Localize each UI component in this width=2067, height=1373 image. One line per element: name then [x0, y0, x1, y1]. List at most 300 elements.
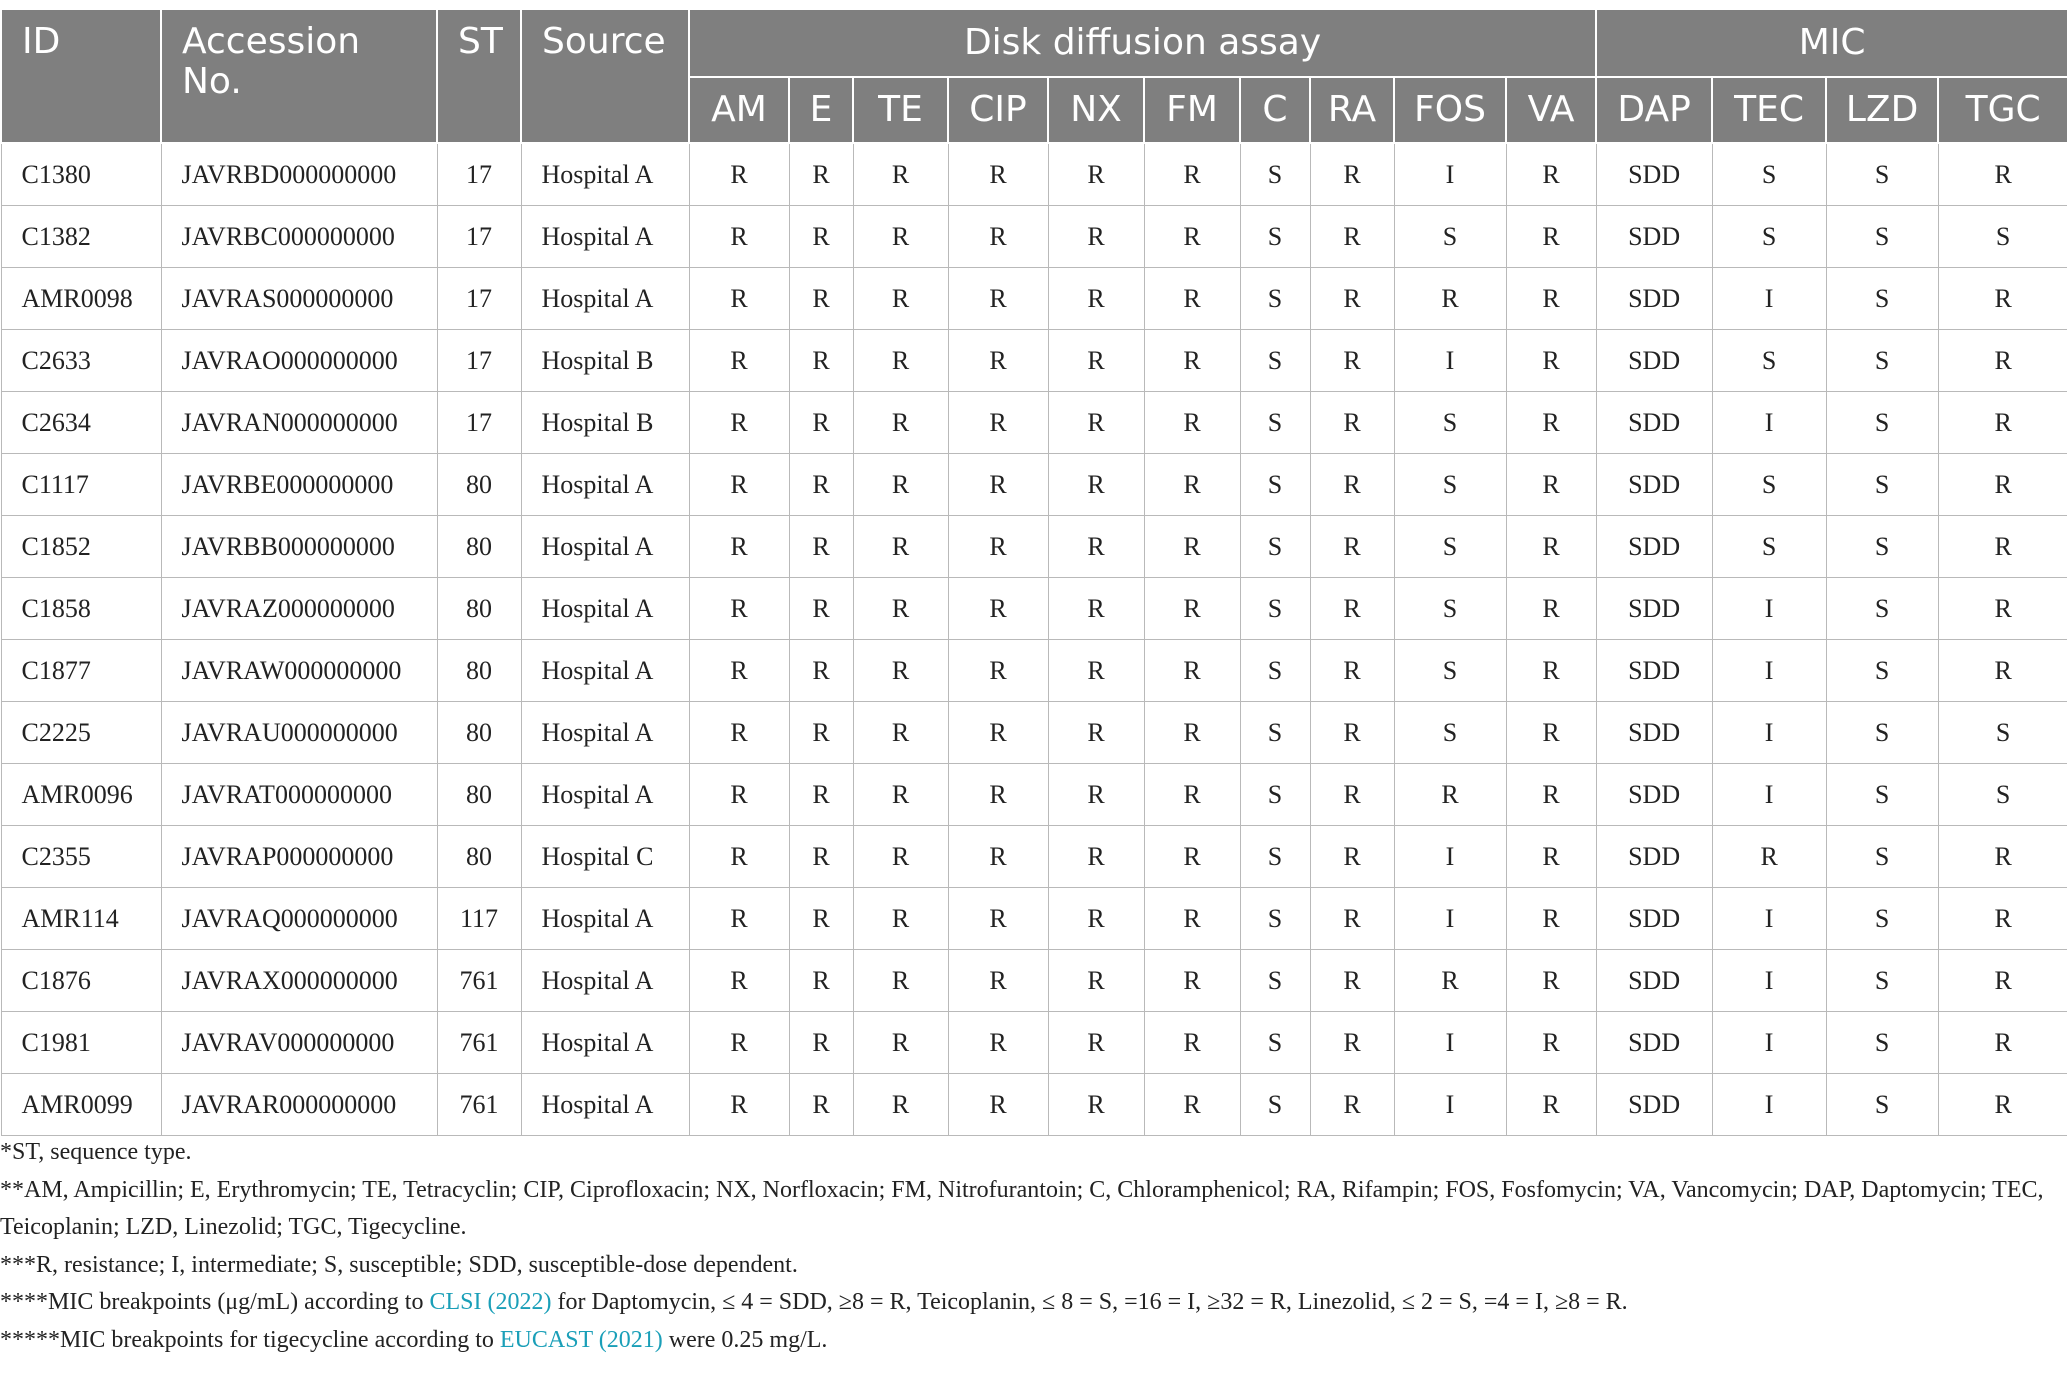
table-cell: R [1144, 702, 1240, 764]
table-row [1, 888, 2067, 950]
clsi-2022-link[interactable]: CLSI (2022) [429, 1289, 552, 1315]
table-cell: S [1826, 392, 1938, 454]
table-cell: R [1506, 640, 1596, 702]
table-cell: S [1712, 143, 1826, 206]
table-cell: S [1826, 330, 1938, 392]
table-cell: R [1310, 1012, 1394, 1074]
header-disk-col: C [1240, 77, 1310, 143]
table-cell: R [1144, 578, 1240, 640]
table-cell: S [1712, 206, 1826, 268]
table-cell: R [1048, 516, 1144, 578]
table-cell: S [1826, 950, 1938, 1012]
table-cell: R [1394, 764, 1506, 826]
table-cell: SDD [1596, 392, 1712, 454]
table-cell: R [948, 143, 1048, 206]
table-cell: Hospital A [521, 268, 689, 330]
table-row [1, 826, 2067, 888]
table-cell: R [1048, 640, 1144, 702]
table-cell: R [689, 516, 789, 578]
table-cell: I [1394, 143, 1506, 206]
table-cell: R [1048, 888, 1144, 950]
table-cell: R [948, 516, 1048, 578]
header-mic: MIC [1596, 9, 2067, 77]
table-cell: R [789, 454, 853, 516]
table-cell: R [1310, 268, 1394, 330]
table-body [1, 143, 2067, 1136]
table-cell: R [948, 1012, 1048, 1074]
table-cell: R [1938, 578, 2067, 640]
table-cell: SDD [1596, 330, 1712, 392]
table-cell: C1877 [1, 640, 161, 702]
table-cell: I [1394, 888, 1506, 950]
table-cell: R [1144, 206, 1240, 268]
table-cell: I [1712, 392, 1826, 454]
table-cell: R [853, 330, 948, 392]
table-cell: Hospital A [521, 888, 689, 950]
footnote-eucast-text-end: were 0.25 mg/L. [662, 1326, 828, 1353]
table-cell: R [1144, 268, 1240, 330]
table-row [1, 764, 2067, 826]
table-cell: R [853, 516, 948, 578]
header-st: ST [437, 9, 521, 143]
table-cell: S [1240, 330, 1310, 392]
table-cell: R [1144, 516, 1240, 578]
table-cell: R [689, 454, 789, 516]
table-cell: R [1144, 392, 1240, 454]
table-cell: R [1048, 764, 1144, 826]
table-cell: R [853, 1074, 948, 1136]
table-cell: AMR0096 [1, 764, 161, 826]
table-cell: I [1394, 330, 1506, 392]
footnote-clsi-text: ****MIC breakpoints (μg/mL) according to [0, 1289, 430, 1315]
table-cell: JAVRAS000000000 [161, 268, 437, 330]
table-cell: R [689, 1074, 789, 1136]
table-cell: S [1712, 330, 1826, 392]
table-cell: S [1826, 640, 1938, 702]
footnotes [0, 1134, 2060, 1359]
table-cell: S [1826, 1012, 1938, 1074]
table-cell: R [1310, 640, 1394, 702]
table-cell: S [1240, 392, 1310, 454]
footnote-eucast [0, 1322, 2060, 1360]
table-cell: Hospital A [521, 640, 689, 702]
table-row [1, 143, 2067, 206]
table-cell: R [1506, 1012, 1596, 1074]
table-cell: Hospital A [521, 702, 689, 764]
table-cell: Hospital A [521, 454, 689, 516]
table-cell: R [1310, 702, 1394, 764]
table-cell: R [853, 143, 948, 206]
table-cell: R [1310, 888, 1394, 950]
table-cell: 17 [437, 143, 521, 206]
table-cell: JAVRAN000000000 [161, 392, 437, 454]
table-cell: S [1394, 640, 1506, 702]
table-cell: R [1394, 950, 1506, 1012]
table-cell: R [853, 826, 948, 888]
table-cell: R [789, 826, 853, 888]
table-cell: R [1144, 640, 1240, 702]
table-cell: R [1310, 330, 1394, 392]
table-cell: R [853, 640, 948, 702]
table-cell: 80 [437, 702, 521, 764]
table-cell: S [1826, 826, 1938, 888]
table-cell: S [1826, 888, 1938, 950]
table-cell: R [948, 206, 1048, 268]
table-cell: R [1506, 1074, 1596, 1136]
table-cell: S [1240, 950, 1310, 1012]
table-cell: SDD [1596, 826, 1712, 888]
table-cell: R [1938, 826, 2067, 888]
table-cell: S [1712, 454, 1826, 516]
table-cell: Hospital A [521, 206, 689, 268]
table-cell: SDD [1596, 764, 1712, 826]
table-cell: R [1506, 392, 1596, 454]
table-cell: AMR0098 [1, 268, 161, 330]
table-cell: S [1240, 764, 1310, 826]
table-cell: Hospital A [521, 764, 689, 826]
table-cell: I [1712, 888, 1826, 950]
table-cell: R [1144, 1012, 1240, 1074]
table-cell: R [1506, 454, 1596, 516]
table-cell: R [789, 764, 853, 826]
table-cell: S [1826, 143, 1938, 206]
table-cell: S [1394, 392, 1506, 454]
table-cell: I [1712, 268, 1826, 330]
header-disk-diffusion: Disk diffusion assay [689, 9, 1596, 77]
table-cell: C2634 [1, 392, 161, 454]
table-cell: 17 [437, 206, 521, 268]
table-cell: SDD [1596, 702, 1712, 764]
table-cell: R [853, 578, 948, 640]
table-cell: S [1826, 268, 1938, 330]
table-cell: S [1240, 888, 1310, 950]
table-cell: R [1938, 950, 2067, 1012]
table-cell: R [1048, 392, 1144, 454]
table-row [1, 206, 2067, 268]
header-disk-col: VA [1506, 77, 1596, 143]
table-row [1, 392, 2067, 454]
table-cell: 80 [437, 640, 521, 702]
table-cell: R [853, 702, 948, 764]
table-cell: S [1240, 826, 1310, 888]
table-cell: S [1938, 702, 2067, 764]
table-cell: SDD [1596, 206, 1712, 268]
table-cell: 761 [437, 1074, 521, 1136]
table-cell: R [789, 516, 853, 578]
table-cell: JAVRAX000000000 [161, 950, 437, 1012]
table-cell: C1852 [1, 516, 161, 578]
table-cell: C1981 [1, 1012, 161, 1074]
table-cell: R [1394, 268, 1506, 330]
table-cell: Hospital A [521, 1012, 689, 1074]
table-cell: R [689, 702, 789, 764]
table-cell: R [948, 578, 1048, 640]
table-cell: R [853, 888, 948, 950]
table-cell: R [1938, 516, 2067, 578]
table-cell: R [1048, 578, 1144, 640]
table-cell: R [1938, 888, 2067, 950]
table-cell: 80 [437, 578, 521, 640]
table-cell: R [689, 392, 789, 454]
table-cell: 17 [437, 330, 521, 392]
table-cell: R [1144, 826, 1240, 888]
table-cell: R [689, 764, 789, 826]
table-cell: R [853, 392, 948, 454]
table-cell: JAVRAU000000000 [161, 702, 437, 764]
table-cell: Hospital C [521, 826, 689, 888]
table-cell: R [1048, 268, 1144, 330]
table-cell: R [948, 888, 1048, 950]
table-cell: R [948, 268, 1048, 330]
table-cell: S [1826, 454, 1938, 516]
table-cell: R [689, 268, 789, 330]
table-cell: I [1712, 950, 1826, 1012]
table-cell: SDD [1596, 143, 1712, 206]
table-cell: R [789, 888, 853, 950]
table-cell: R [1506, 330, 1596, 392]
table-cell: I [1394, 1012, 1506, 1074]
table-cell: Hospital A [521, 950, 689, 1012]
table-cell: I [1712, 702, 1826, 764]
table-cell: S [1240, 1074, 1310, 1136]
table-cell: R [1506, 702, 1596, 764]
header-disk-col: AM [689, 77, 789, 143]
table-cell: S [1240, 578, 1310, 640]
table-cell: 17 [437, 392, 521, 454]
table-cell: S [1394, 454, 1506, 516]
table-cell: R [789, 640, 853, 702]
table-cell: R [1048, 206, 1144, 268]
table-cell: C1382 [1, 206, 161, 268]
table-cell: I [1394, 1074, 1506, 1136]
table-cell: S [1826, 578, 1938, 640]
table-cell: R [689, 1012, 789, 1074]
table-cell: 80 [437, 516, 521, 578]
table-cell: R [689, 888, 789, 950]
table-cell: R [948, 392, 1048, 454]
table-cell: S [1394, 206, 1506, 268]
table-cell: S [1826, 206, 1938, 268]
header-mic-col: DAP [1596, 77, 1712, 143]
table-cell: R [1048, 950, 1144, 1012]
table-cell: S [1826, 764, 1938, 826]
table-cell: SDD [1596, 950, 1712, 1012]
table-cell: Hospital A [521, 1074, 689, 1136]
table-cell: 17 [437, 268, 521, 330]
susceptibility-table [0, 8, 2067, 1136]
table-cell: R [853, 268, 948, 330]
table-cell: C1876 [1, 950, 161, 1012]
results-table-wrapper [0, 8, 2067, 1136]
table-cell: JAVRAZ000000000 [161, 578, 437, 640]
table-cell: R [1144, 1074, 1240, 1136]
table-cell: R [948, 764, 1048, 826]
header-disk-col: E [789, 77, 853, 143]
header-mic-col: LZD [1826, 77, 1938, 143]
table-cell: S [1240, 1012, 1310, 1074]
table-cell: C2355 [1, 826, 161, 888]
table-cell: R [1048, 702, 1144, 764]
table-cell: S [1240, 640, 1310, 702]
table-cell: R [1938, 640, 2067, 702]
table-cell: R [1506, 888, 1596, 950]
table-cell: R [1938, 454, 2067, 516]
table-cell: JAVRAW000000000 [161, 640, 437, 702]
table-cell: S [1938, 764, 2067, 826]
table-cell: R [1144, 330, 1240, 392]
table-cell: C1380 [1, 143, 161, 206]
table-cell: R [948, 330, 1048, 392]
table-cell: R [689, 640, 789, 702]
table-cell: R [1144, 764, 1240, 826]
table-row [1, 578, 2067, 640]
table-cell: R [853, 1012, 948, 1074]
table-cell: R [689, 143, 789, 206]
header-id: ID [1, 9, 161, 143]
table-cell: R [1310, 454, 1394, 516]
table-cell: R [948, 826, 1048, 888]
table-cell: R [1506, 268, 1596, 330]
table-cell: 761 [437, 950, 521, 1012]
table-cell: SDD [1596, 640, 1712, 702]
header-disk-col: RA [1310, 77, 1394, 143]
table-cell: R [1048, 1074, 1144, 1136]
table-cell: R [1048, 454, 1144, 516]
table-cell: R [789, 702, 853, 764]
table-cell: C1858 [1, 578, 161, 640]
table-cell: R [1048, 143, 1144, 206]
table-cell: R [689, 950, 789, 1012]
table-cell: I [1394, 826, 1506, 888]
table-cell: SDD [1596, 578, 1712, 640]
table-cell: R [789, 1074, 853, 1136]
footnote-interpretation: ***R, resistance; I, intermediate; S, susceptible; SDD, susceptible-dose dependent. [0, 1251, 798, 1278]
table-cell: R [1310, 826, 1394, 888]
table-cell: 761 [437, 1012, 521, 1074]
table-cell: R [1712, 826, 1826, 888]
table-cell: R [1938, 1012, 2067, 1074]
table-cell: JAVRAR000000000 [161, 1074, 437, 1136]
table-cell: SDD [1596, 516, 1712, 578]
table-cell: AMR0099 [1, 1074, 161, 1136]
table-cell: 80 [437, 454, 521, 516]
table-cell: R [789, 578, 853, 640]
table-cell: JAVRBE000000000 [161, 454, 437, 516]
footnote-st: *ST, sequence type. [0, 1139, 192, 1165]
table-cell: S [1938, 206, 2067, 268]
footnote-clsi-text-end: for Daptomycin, ≤ 4 = SDD, ≥8 = R, Teicoplanin, ≤ 8 = S, =16 = I, ≥32 = R, Linezolid, ≤ 2 = S, =4 = I, ≥8 = R. [551, 1289, 1628, 1315]
table-cell: Hospital B [521, 392, 689, 454]
table-cell: SDD [1596, 888, 1712, 950]
table-cell: R [1310, 950, 1394, 1012]
table-cell: R [1144, 888, 1240, 950]
table-cell: Hospital A [521, 516, 689, 578]
table-cell: S [1712, 516, 1826, 578]
table-cell: 80 [437, 826, 521, 888]
table-cell: Hospital A [521, 578, 689, 640]
table-cell: S [1394, 578, 1506, 640]
table-cell: R [1506, 143, 1596, 206]
table-cell: S [1240, 702, 1310, 764]
table-cell: R [1506, 516, 1596, 578]
table-cell: R [1938, 268, 2067, 330]
footnote-abbreviations: **AM, Ampicillin; E, Erythromycin; TE, Tetracyclin; CIP, Ciprofloxacin; NX, Norfloxacin; FM, Nitrofurantoin; C, Chloramphenicol; RA, Rifampin; FOS, Fosfomycin; VA, Vancomycin; DAP, Daptomycin; TEC, Teicoplanin; LZD, Linezolid; TGC, Tigecycline. [0, 1176, 2044, 1240]
table-row [1, 702, 2067, 764]
footnote-clsi [0, 1284, 2060, 1322]
table-cell: R [948, 702, 1048, 764]
table-cell: I [1712, 578, 1826, 640]
table-cell: JAVRBB000000000 [161, 516, 437, 578]
table-cell: SDD [1596, 268, 1712, 330]
table-cell: S [1240, 206, 1310, 268]
table-cell: R [853, 764, 948, 826]
table-cell: R [1310, 143, 1394, 206]
table-cell: S [1826, 1074, 1938, 1136]
table-cell: JAVRAO000000000 [161, 330, 437, 392]
table-cell: S [1240, 516, 1310, 578]
table-cell: R [1048, 826, 1144, 888]
table-cell: C1117 [1, 454, 161, 516]
table-cell: R [689, 330, 789, 392]
table-cell: SDD [1596, 1012, 1712, 1074]
table-cell: R [689, 826, 789, 888]
table-cell: SDD [1596, 454, 1712, 516]
table-cell: R [1938, 392, 2067, 454]
header-accession: Accession No. [161, 9, 437, 143]
header-disk-col: TE [853, 77, 948, 143]
table-row [1, 1012, 2067, 1074]
table-cell: R [1506, 764, 1596, 826]
header-mic-col: TEC [1712, 77, 1826, 143]
table-cell: S [1240, 143, 1310, 206]
table-cell: S [1240, 268, 1310, 330]
table-cell: R [789, 392, 853, 454]
table-cell: R [789, 206, 853, 268]
table-cell: R [789, 1012, 853, 1074]
table-cell: R [1144, 454, 1240, 516]
table-cell: S [1826, 516, 1938, 578]
table-cell: R [689, 578, 789, 640]
table-cell: R [1938, 1074, 2067, 1136]
table-cell: S [1394, 702, 1506, 764]
table-cell: R [948, 454, 1048, 516]
table-cell: R [1310, 206, 1394, 268]
table-cell: S [1826, 702, 1938, 764]
table-cell: JAVRBD000000000 [161, 143, 437, 206]
table-cell: R [1048, 1012, 1144, 1074]
table-cell: R [853, 206, 948, 268]
eucast-2021-link[interactable]: EUCAST (2021) [499, 1326, 663, 1353]
table-cell: I [1712, 764, 1826, 826]
table-cell: JAVRAP000000000 [161, 826, 437, 888]
table-row [1, 1074, 2067, 1136]
table-cell: R [853, 950, 948, 1012]
table-cell: Hospital A [521, 143, 689, 206]
table-cell: R [689, 206, 789, 268]
table-row [1, 950, 2067, 1012]
table-row [1, 330, 2067, 392]
table-cell: R [948, 1074, 1048, 1136]
table-cell: R [789, 268, 853, 330]
table-row [1, 640, 2067, 702]
table-cell: I [1712, 1074, 1826, 1136]
table-cell: C2633 [1, 330, 161, 392]
header-disk-col: NX [1048, 77, 1144, 143]
table-cell: R [789, 330, 853, 392]
table-cell: 80 [437, 764, 521, 826]
table-cell: R [1938, 330, 2067, 392]
table-cell: R [1048, 330, 1144, 392]
